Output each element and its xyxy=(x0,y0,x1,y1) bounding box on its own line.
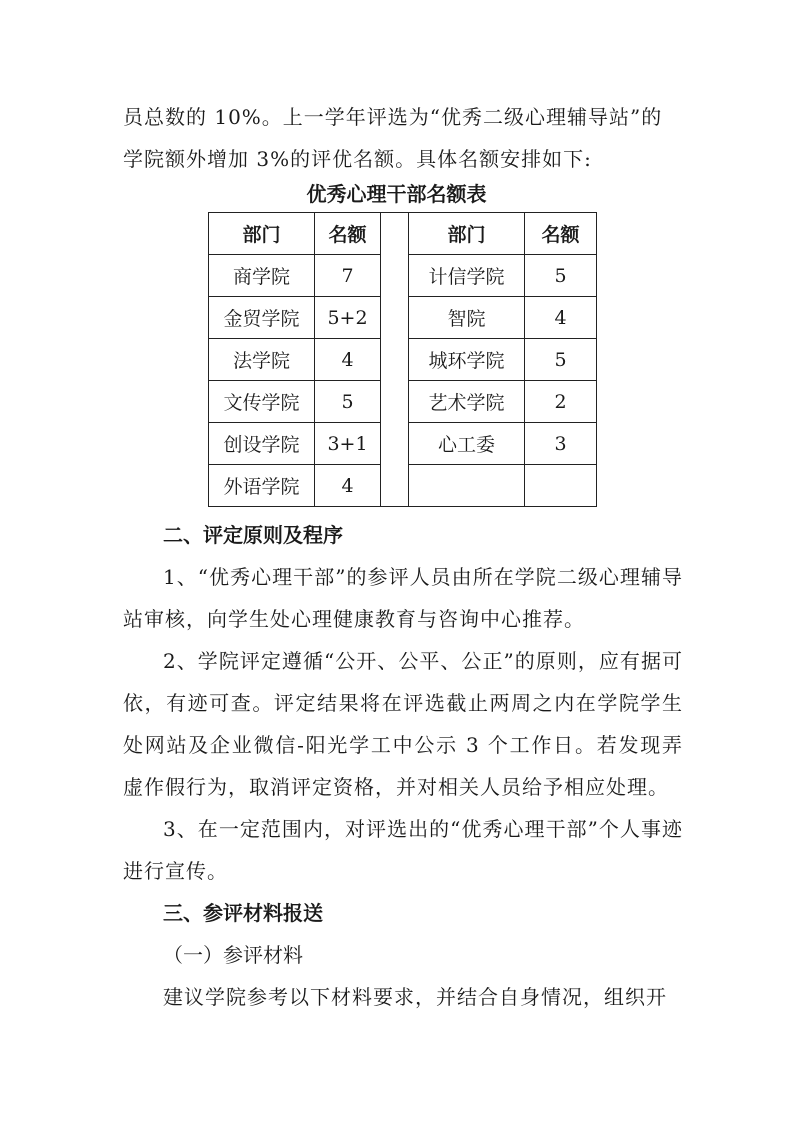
dept-cell: 法学院 xyxy=(209,339,315,381)
quota-cell: 5+2 xyxy=(315,297,381,339)
quota-cell xyxy=(525,465,597,507)
dept-cell: 商学院 xyxy=(209,255,315,297)
quota-cell: 5 xyxy=(315,381,381,423)
section-2-item-2: 2、学院评定遵循“公开、公平、公正”的原则，应有据可依，有迹可查。评定结果将在评选截止两周之内在学院学生处网站及企业微信-阳光学工中公示 3 个工作日。若发现弄虚作假行为，取消评定资格，并对相关人员给予相应处理。 xyxy=(123,649,683,799)
header-dept-left: 部门 xyxy=(209,213,315,255)
header-quota-right: 名额 xyxy=(525,213,597,255)
section-2-item-1: 1、“优秀心理干部”的参评人员由所在学院二级心理辅导站审核，向学生处心理健康教育与咨询中心推荐。 xyxy=(123,565,683,631)
dept-cell: 计信学院 xyxy=(409,255,525,297)
quota-cell: 5 xyxy=(525,255,597,297)
table-header-row xyxy=(209,213,597,255)
intro-line-1: 员总数的 10%。上一学年评选为“优秀二级心理辅导站”的 xyxy=(123,105,663,129)
table-title: 优秀心理干部名额表 xyxy=(306,182,487,206)
dept-cell: 创设学院 xyxy=(209,423,315,465)
section-3-heading: 三、参评材料报送 xyxy=(163,901,323,925)
quota-cell: 2 xyxy=(525,381,597,423)
dept-cell: 心工委 xyxy=(409,423,525,465)
intro-line-2: 学院额外增加 3%的评优名额。具体名额安排如下: xyxy=(123,147,592,171)
header-quota-left: 名额 xyxy=(315,213,381,255)
dept-cell xyxy=(409,465,525,507)
quota-cell: 4 xyxy=(315,339,381,381)
dept-cell: 外语学院 xyxy=(209,465,315,507)
header-dept-right: 部门 xyxy=(409,213,525,255)
section-2-heading: 二、评定原则及程序 xyxy=(163,523,343,547)
quota-table xyxy=(208,212,597,507)
dept-cell: 城环学院 xyxy=(409,339,525,381)
section-2-item-3: 3、在一定范围内，对评选出的“优秀心理干部”个人事迹进行宣传。 xyxy=(123,817,683,883)
dept-cell: 文传学院 xyxy=(209,381,315,423)
quota-cell: 4 xyxy=(525,297,597,339)
dept-cell: 艺术学院 xyxy=(409,381,525,423)
dept-cell: 金贸学院 xyxy=(209,297,315,339)
quota-cell: 3 xyxy=(525,423,597,465)
quota-cell: 3+1 xyxy=(315,423,381,465)
table-spacer-column xyxy=(381,213,409,507)
quota-cell: 7 xyxy=(315,255,381,297)
quota-cell: 4 xyxy=(315,465,381,507)
dept-cell: 智院 xyxy=(409,297,525,339)
quota-cell: 5 xyxy=(525,339,597,381)
section-3-paragraph: 建议学院参考以下材料要求，并结合自身情况，组织开 xyxy=(163,985,667,1009)
section-3-subheading: （一）参评材料 xyxy=(163,943,303,967)
